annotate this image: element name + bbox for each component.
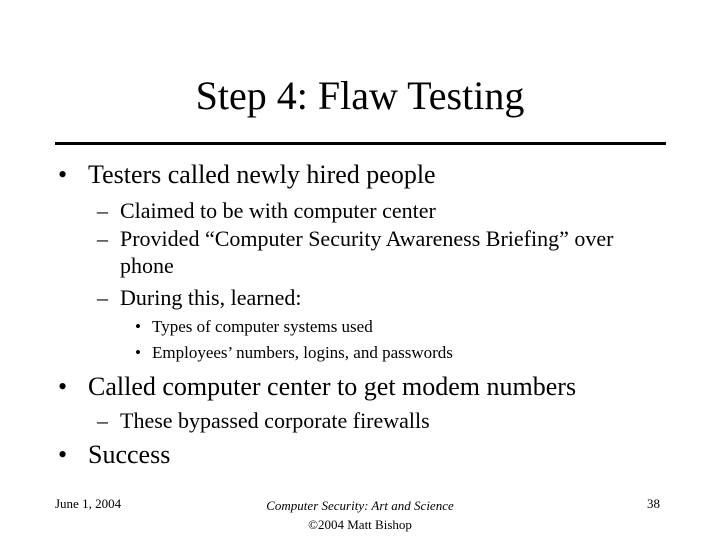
dash-marker: – xyxy=(97,198,108,223)
page-number: 38 xyxy=(647,496,660,511)
bullet-text: These bypassed corporate firewalls xyxy=(120,408,430,433)
bullet-marker: • xyxy=(58,160,68,189)
dash-marker: – xyxy=(97,408,108,433)
bullet-text: Provided “Computer Security Awareness Briefing” over phone xyxy=(120,226,614,278)
bullet-text: Testers called newly hired people xyxy=(88,160,436,189)
bullet-marker: • xyxy=(58,440,68,469)
bullet-marker: • xyxy=(135,317,141,336)
dash-marker: – xyxy=(97,285,108,310)
footer-course xyxy=(220,496,500,534)
course-title: Computer Security: Art and Science xyxy=(266,498,454,513)
bullet-marker: • xyxy=(58,372,68,401)
dash-marker: – xyxy=(97,226,108,251)
bullet-text: Success xyxy=(88,440,171,469)
copyright: ©2004 Matt Bishop xyxy=(308,517,412,532)
bullet-text: Called computer center to get modem numbers xyxy=(88,372,577,401)
footer-date: June 1, 2004 xyxy=(55,496,122,511)
bullet-text: Claimed to be with computer center xyxy=(120,198,436,223)
bullet-text: Employees’ numbers, logins, and passwords xyxy=(152,343,453,362)
slide-title: Step 4: Flaw Testing xyxy=(195,73,525,118)
bullet-marker: • xyxy=(135,343,141,362)
bullet-text: During this, learned: xyxy=(120,285,302,310)
bullet-text: Types of computer systems used xyxy=(152,317,373,336)
